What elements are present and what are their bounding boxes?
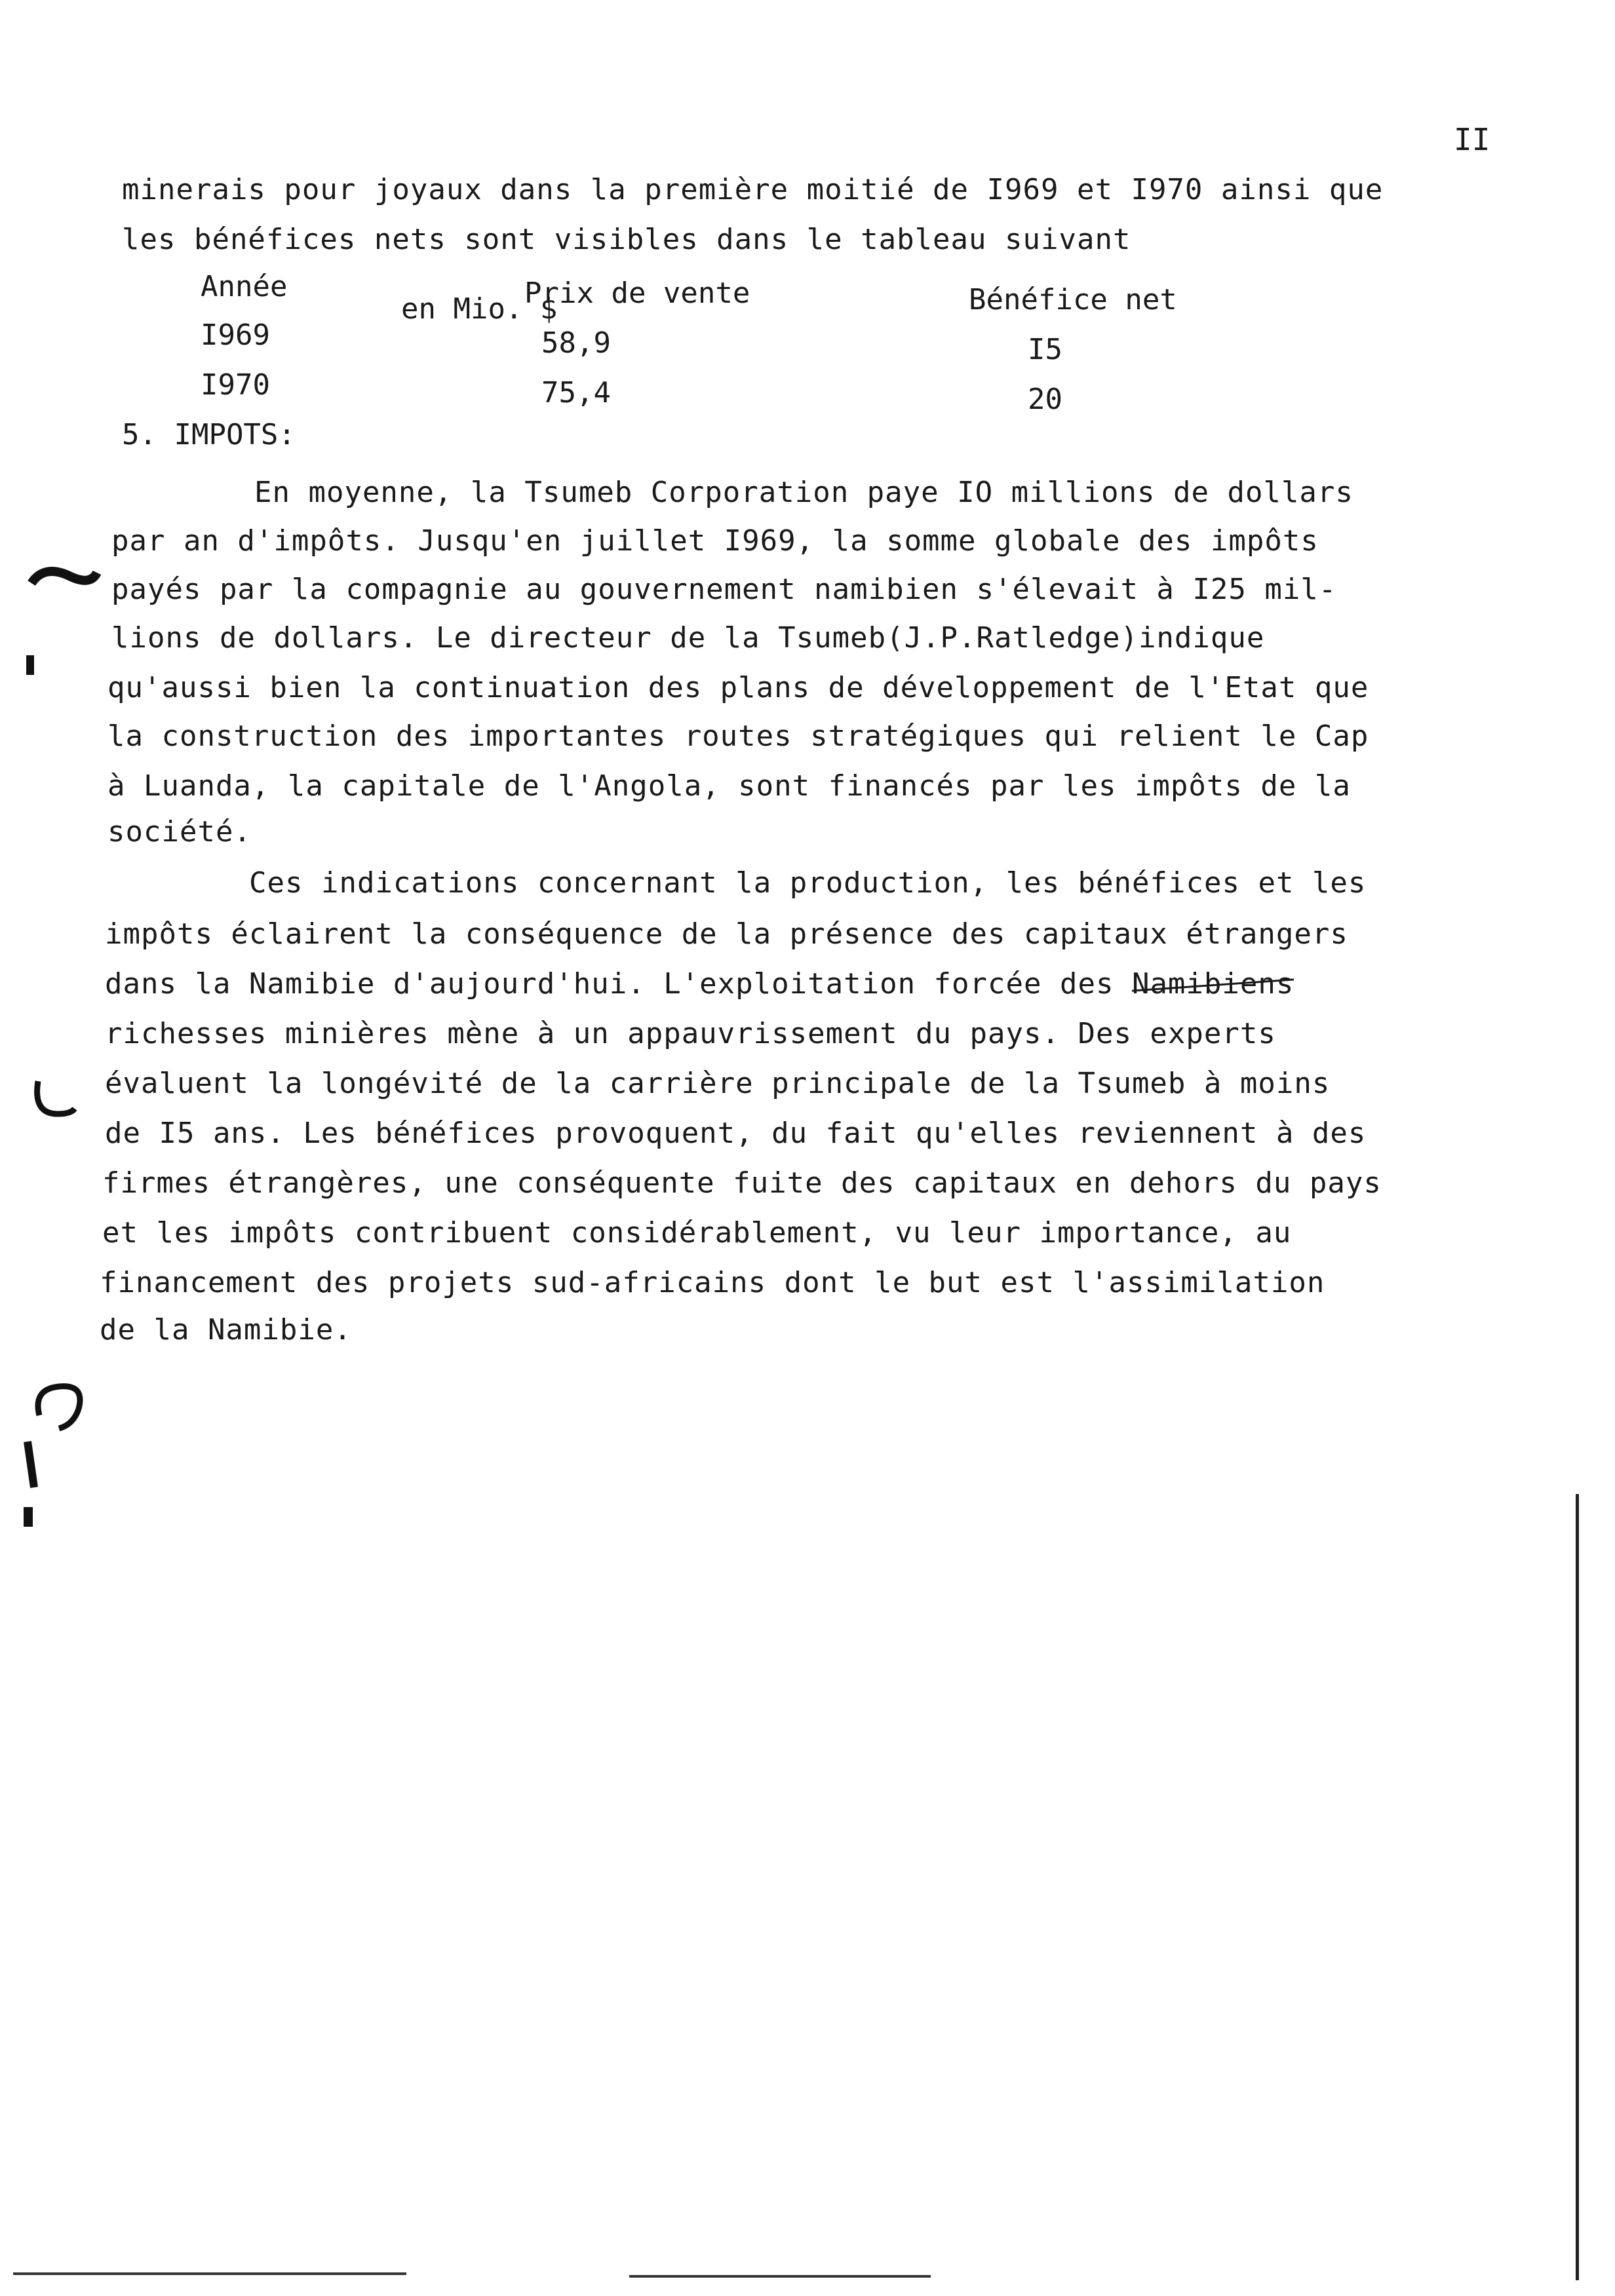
punch-hole-mark [31, 571, 97, 583]
table-header-price-unit: en Mio. $ [401, 292, 558, 326]
paragraph-line: par an d'impôts. Jusqu'en juillet I969, la somme globale des impôts [111, 524, 1319, 558]
paragraph-line: richesses minières mène à un appauvrissement du pays. Des experts [105, 1017, 1276, 1050]
paragraph-line: payés par la compagnie au gouvernement namibien s'élevait à I25 mil- [111, 573, 1337, 606]
page-number: II [1454, 122, 1490, 157]
paragraph-line: En moyenne, la Tsumeb Corporation paye IO millions de dollars [254, 476, 1353, 509]
paragraph-line: financement des projets sud-africains dont le but est l'assimilation [100, 1266, 1325, 1299]
scan-edge-bottom [13, 2272, 406, 2275]
margin-scan-marks [0, 511, 131, 1533]
paragraph-line [105, 966, 1294, 1003]
scan-edge-right [1576, 1494, 1579, 2280]
paragraph-line: de la Namibie. [100, 1313, 352, 1347]
paragraph-line: de I5 ans. Les bénéfices provoquent, du fait qu'elles reviennent à des [105, 1117, 1367, 1150]
intro-line: minerais pour joyaux dans la première moitié de I969 et I970 ainsi que [122, 173, 1384, 206]
section-heading: 5. IMPOTS: [122, 418, 296, 451]
table-row-1-price: 58,9 [541, 326, 611, 360]
paragraph-line: société. [107, 815, 252, 849]
punch-hole-mark [24, 1507, 33, 1527]
table-row-1-year: I969 [201, 318, 270, 352]
scan-edge-bottom [629, 2275, 931, 2278]
paragraph-line-text: dans la Namibie d'aujourd'hui. L'exploitation forcée des [105, 967, 1114, 1001]
paragraph-line: firmes étrangères, une conséquente fuite des capitaux en dehors du pays [102, 1166, 1382, 1200]
intro-line: les bénéfices nets sont visibles dans le tableau suivant [122, 223, 1131, 256]
paragraph-line: et les impôts contribuent considérablement, vu leur importance, au [102, 1216, 1292, 1250]
table-row-2-profit: 20 [1028, 383, 1062, 416]
table-row-2-price: 75,4 [541, 376, 611, 410]
paragraph-line: impôts éclairent la conséquence de la présence des capitaux étrangers [105, 917, 1348, 951]
punch-hole-mark [38, 1387, 80, 1428]
table-row-1-profit: I5 [1028, 333, 1062, 366]
punch-hole-mark [28, 1442, 34, 1487]
table-header-price: Prix de vente [524, 277, 750, 310]
struck-out-word: Namibiens [1132, 966, 1294, 1003]
paragraph-line: qu'aussi bien la continuation des plans de développement de l'Etat que [107, 671, 1369, 704]
paragraph-line: à Luanda, la capitale de l'Angola, sont financés par les impôts de la [107, 769, 1351, 803]
table-header-year: Année [201, 270, 288, 303]
paragraph-line: lions de dollars. Le directeur de la Tsumeb(J.P.Ratledge)indique [111, 621, 1265, 655]
paragraph-line: Ces indications concernant la production, les bénéfices et les [249, 866, 1367, 900]
table-row-2-year: I970 [201, 368, 270, 402]
table-header-profit: Bénéfice net [969, 283, 1177, 316]
paragraph-line: la construction des importantes routes stratégiques qui relient le Cap [107, 719, 1369, 753]
punch-hole-mark [26, 655, 34, 675]
punch-hole-mark [37, 1081, 75, 1114]
paragraph-line: évaluent la longévité de la carrière principale de la Tsumeb à moins [105, 1067, 1331, 1100]
